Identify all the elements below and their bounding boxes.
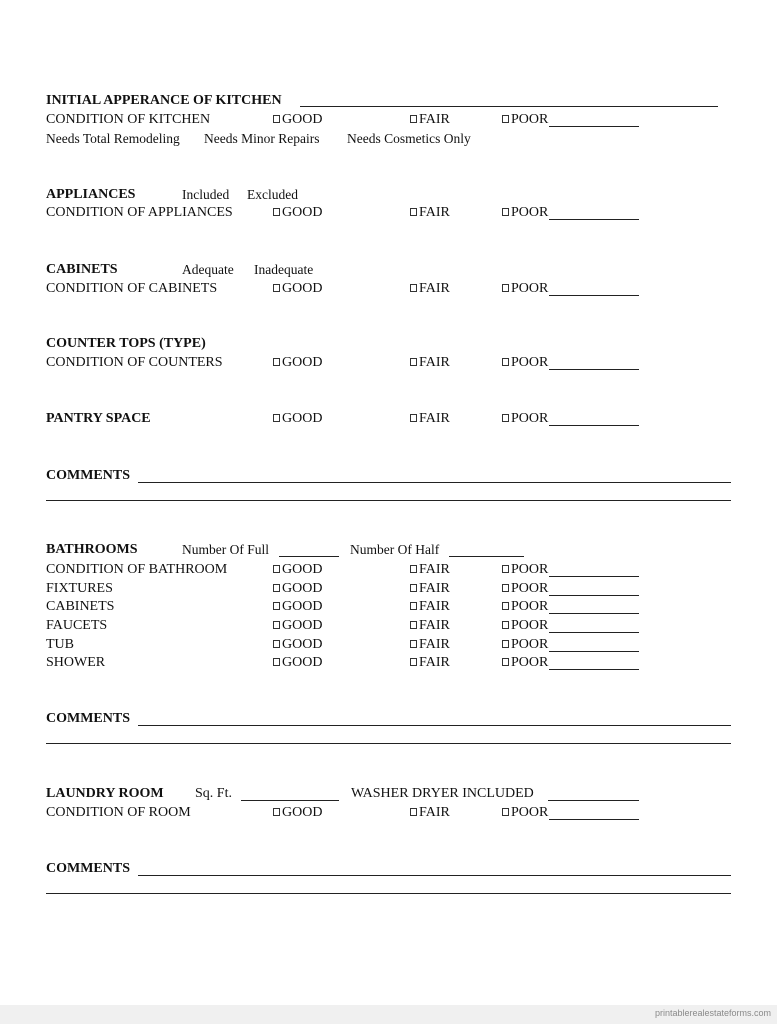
checkbox-icon[interactable] bbox=[410, 602, 417, 610]
faucets-good-option[interactable]: GOOD bbox=[273, 618, 322, 634]
bath-cabinets-poor-option[interactable]: POOR bbox=[502, 599, 548, 615]
appliances-fair-option[interactable]: FAIR bbox=[410, 205, 450, 221]
appliances-included[interactable]: Included bbox=[182, 187, 230, 202]
tub-poor-option[interactable]: POOR bbox=[502, 637, 548, 653]
comments-line[interactable] bbox=[138, 482, 731, 483]
bathroom-good-option[interactable]: GOOD bbox=[273, 562, 322, 578]
cabinets-condition-label: CONDITION OF CABINETS bbox=[46, 281, 218, 296]
bathroom-fair-option[interactable]: FAIR bbox=[410, 562, 450, 578]
counters-poor-line[interactable] bbox=[549, 369, 639, 370]
checkbox-icon[interactable] bbox=[410, 115, 417, 123]
checkbox-icon[interactable] bbox=[502, 358, 509, 366]
bath-cabinets-row-label: CABINETS bbox=[46, 599, 115, 614]
checkbox-icon[interactable] bbox=[410, 640, 417, 648]
checkbox-icon[interactable] bbox=[410, 658, 417, 666]
bathrooms-half-label: Number Of Half bbox=[350, 542, 440, 557]
appliances-good-option[interactable]: GOOD bbox=[273, 205, 322, 221]
checkbox-icon[interactable] bbox=[502, 621, 509, 629]
laundry-sqft-line[interactable] bbox=[241, 800, 339, 801]
bathrooms-half-line[interactable] bbox=[449, 556, 524, 557]
checkbox-icon[interactable] bbox=[273, 414, 280, 422]
cabinets-poor-option[interactable]: POOR bbox=[502, 281, 548, 297]
checkbox-icon[interactable] bbox=[502, 284, 509, 292]
bath-cabinets-poor-line[interactable] bbox=[549, 613, 639, 614]
shower-row-label: SHOWER bbox=[46, 655, 106, 670]
checkbox-icon[interactable] bbox=[273, 621, 280, 629]
cabinets-good-option[interactable]: GOOD bbox=[273, 281, 322, 297]
bathroom-row-label: CONDITION OF BATHROOM bbox=[46, 562, 228, 577]
checkbox-icon[interactable] bbox=[502, 115, 509, 123]
checkbox-icon[interactable] bbox=[273, 584, 280, 592]
tub-poor-line[interactable] bbox=[549, 651, 639, 652]
kitchen-remodel-cosmetic[interactable]: Needs Cosmetics Only bbox=[347, 131, 471, 146]
checkbox-icon[interactable] bbox=[410, 208, 417, 216]
laundry-condition-label: CONDITION OF ROOM bbox=[46, 805, 191, 820]
appliances-condition-label: CONDITION OF APPLIANCES bbox=[46, 205, 233, 220]
counters-good-option[interactable]: GOOD bbox=[273, 355, 322, 371]
bath-cabinets-fair-option[interactable]: FAIR bbox=[410, 599, 450, 615]
checkbox-icon[interactable] bbox=[410, 358, 417, 366]
fixtures-row-label: FIXTURES bbox=[46, 581, 113, 596]
cabinets-adequate[interactable]: Adequate bbox=[182, 262, 234, 277]
bath-cabinets-good-option[interactable]: GOOD bbox=[273, 599, 322, 615]
shower-fair-option[interactable]: FAIR bbox=[410, 655, 450, 671]
checkbox-icon[interactable] bbox=[410, 808, 417, 816]
tub-fair-option[interactable]: FAIR bbox=[410, 637, 450, 653]
shower-poor-option[interactable]: POOR bbox=[502, 655, 548, 671]
checkbox-icon[interactable] bbox=[273, 115, 280, 123]
laundry-sqft-label: Sq. Ft. bbox=[195, 786, 232, 801]
kitchen-remodel-total[interactable]: Needs Total Remodeling bbox=[46, 131, 180, 146]
bathrooms-title: BATHROOMS bbox=[46, 542, 138, 557]
kitchen-poor-option[interactable]: POOR bbox=[502, 112, 548, 128]
checkbox-icon[interactable] bbox=[410, 284, 417, 292]
pantry-poor-option[interactable]: POOR bbox=[502, 411, 548, 427]
checkbox-icon[interactable] bbox=[273, 658, 280, 666]
laundry-poor-line[interactable] bbox=[549, 819, 639, 820]
checkbox-icon[interactable] bbox=[502, 640, 509, 648]
appliances-excluded[interactable]: Excluded bbox=[247, 187, 298, 202]
checkbox-icon[interactable] bbox=[502, 584, 509, 592]
counters-poor-option[interactable]: POOR bbox=[502, 355, 548, 371]
checkbox-icon[interactable] bbox=[502, 658, 509, 666]
comments-line[interactable] bbox=[46, 743, 731, 744]
bathroom-poor-line[interactable] bbox=[549, 576, 639, 577]
pantry-title: PANTRY SPACE bbox=[46, 411, 151, 426]
checkbox-icon[interactable] bbox=[273, 284, 280, 292]
checkbox-icon[interactable] bbox=[273, 640, 280, 648]
laundry-poor-option[interactable]: POOR bbox=[502, 805, 548, 821]
counters-title: COUNTER TOPS (TYPE) bbox=[46, 336, 206, 351]
fixtures-good-option[interactable]: GOOD bbox=[273, 581, 322, 597]
faucets-row-label: FAUCETS bbox=[46, 618, 108, 633]
checkbox-icon[interactable] bbox=[410, 621, 417, 629]
kitchen-good-option[interactable]: GOOD bbox=[273, 112, 322, 128]
tub-good-option[interactable]: GOOD bbox=[273, 637, 322, 653]
faucets-fair-option[interactable]: FAIR bbox=[410, 618, 450, 634]
fixtures-poor-line[interactable] bbox=[549, 595, 639, 596]
laundry-fair-option[interactable]: FAIR bbox=[410, 805, 450, 821]
checkbox-icon[interactable] bbox=[502, 208, 509, 216]
shower-good-option[interactable]: GOOD bbox=[273, 655, 322, 671]
comments-label: COMMENTS bbox=[46, 861, 130, 876]
cabinets-poor-line[interactable] bbox=[549, 295, 639, 296]
checkbox-icon[interactable] bbox=[273, 208, 280, 216]
fixtures-fair-option[interactable]: FAIR bbox=[410, 581, 450, 597]
pantry-poor-line[interactable] bbox=[549, 425, 639, 426]
checkbox-icon[interactable] bbox=[410, 565, 417, 573]
footer-watermark: printablerealestateforms.com bbox=[654, 1008, 771, 1018]
comments-label: COMMENTS bbox=[46, 711, 130, 726]
tub-row-label: TUB bbox=[46, 637, 74, 652]
laundry-title: LAUNDRY ROOM bbox=[46, 786, 164, 801]
checkbox-icon[interactable] bbox=[273, 808, 280, 816]
checkbox-icon[interactable] bbox=[273, 358, 280, 366]
checkbox-icon[interactable] bbox=[502, 602, 509, 610]
bathroom-poor-option[interactable]: POOR bbox=[502, 562, 548, 578]
faucets-poor-line[interactable] bbox=[549, 632, 639, 633]
checkbox-icon[interactable] bbox=[410, 414, 417, 422]
kitchen-fair-option[interactable]: FAIR bbox=[410, 112, 450, 128]
appliances-poor-line[interactable] bbox=[549, 219, 639, 220]
kitchen-condition-label: CONDITION OF KITCHEN bbox=[46, 112, 211, 127]
pantry-good-option[interactable]: GOOD bbox=[273, 411, 322, 427]
checkbox-icon[interactable] bbox=[502, 808, 509, 816]
fixtures-poor-option[interactable]: POOR bbox=[502, 581, 548, 597]
comments-line[interactable] bbox=[46, 893, 731, 894]
kitchen-remodel-minor[interactable]: Needs Minor Repairs bbox=[204, 131, 320, 146]
checkbox-icon[interactable] bbox=[273, 602, 280, 610]
checkbox-icon[interactable] bbox=[502, 414, 509, 422]
bathrooms-full-line[interactable] bbox=[279, 556, 339, 557]
cabinets-fair-option[interactable]: FAIR bbox=[410, 281, 450, 297]
checkbox-icon[interactable] bbox=[502, 565, 509, 573]
cabinets-inadequate[interactable]: Inadequate bbox=[254, 262, 314, 277]
counters-condition-label: CONDITION OF COUNTERS bbox=[46, 355, 223, 370]
appliances-poor-option[interactable]: POOR bbox=[502, 205, 548, 221]
laundry-washer-label: WASHER DRYER INCLUDED bbox=[351, 786, 534, 801]
laundry-washer-line[interactable] bbox=[548, 800, 639, 801]
checkbox-icon[interactable] bbox=[273, 565, 280, 573]
faucets-poor-option[interactable]: POOR bbox=[502, 618, 548, 634]
kitchen-poor-line[interactable] bbox=[549, 126, 639, 127]
kitchen-title: INITIAL APPERANCE OF KITCHEN bbox=[46, 93, 282, 108]
shower-poor-line[interactable] bbox=[549, 669, 639, 670]
counters-fair-option[interactable]: FAIR bbox=[410, 355, 450, 371]
comments-label: COMMENTS bbox=[46, 468, 130, 483]
appliances-title: APPLIANCES bbox=[46, 187, 136, 202]
pantry-fair-option[interactable]: FAIR bbox=[410, 411, 450, 427]
cabinets-title: CABINETS bbox=[46, 262, 118, 277]
comments-line[interactable] bbox=[138, 725, 731, 726]
comments-line[interactable] bbox=[138, 875, 731, 876]
bathrooms-full-label: Number Of Full bbox=[182, 542, 269, 557]
comments-line[interactable] bbox=[46, 500, 731, 501]
laundry-good-option[interactable]: GOOD bbox=[273, 805, 322, 821]
kitchen-title-line[interactable] bbox=[300, 106, 718, 107]
checkbox-icon[interactable] bbox=[410, 584, 417, 592]
